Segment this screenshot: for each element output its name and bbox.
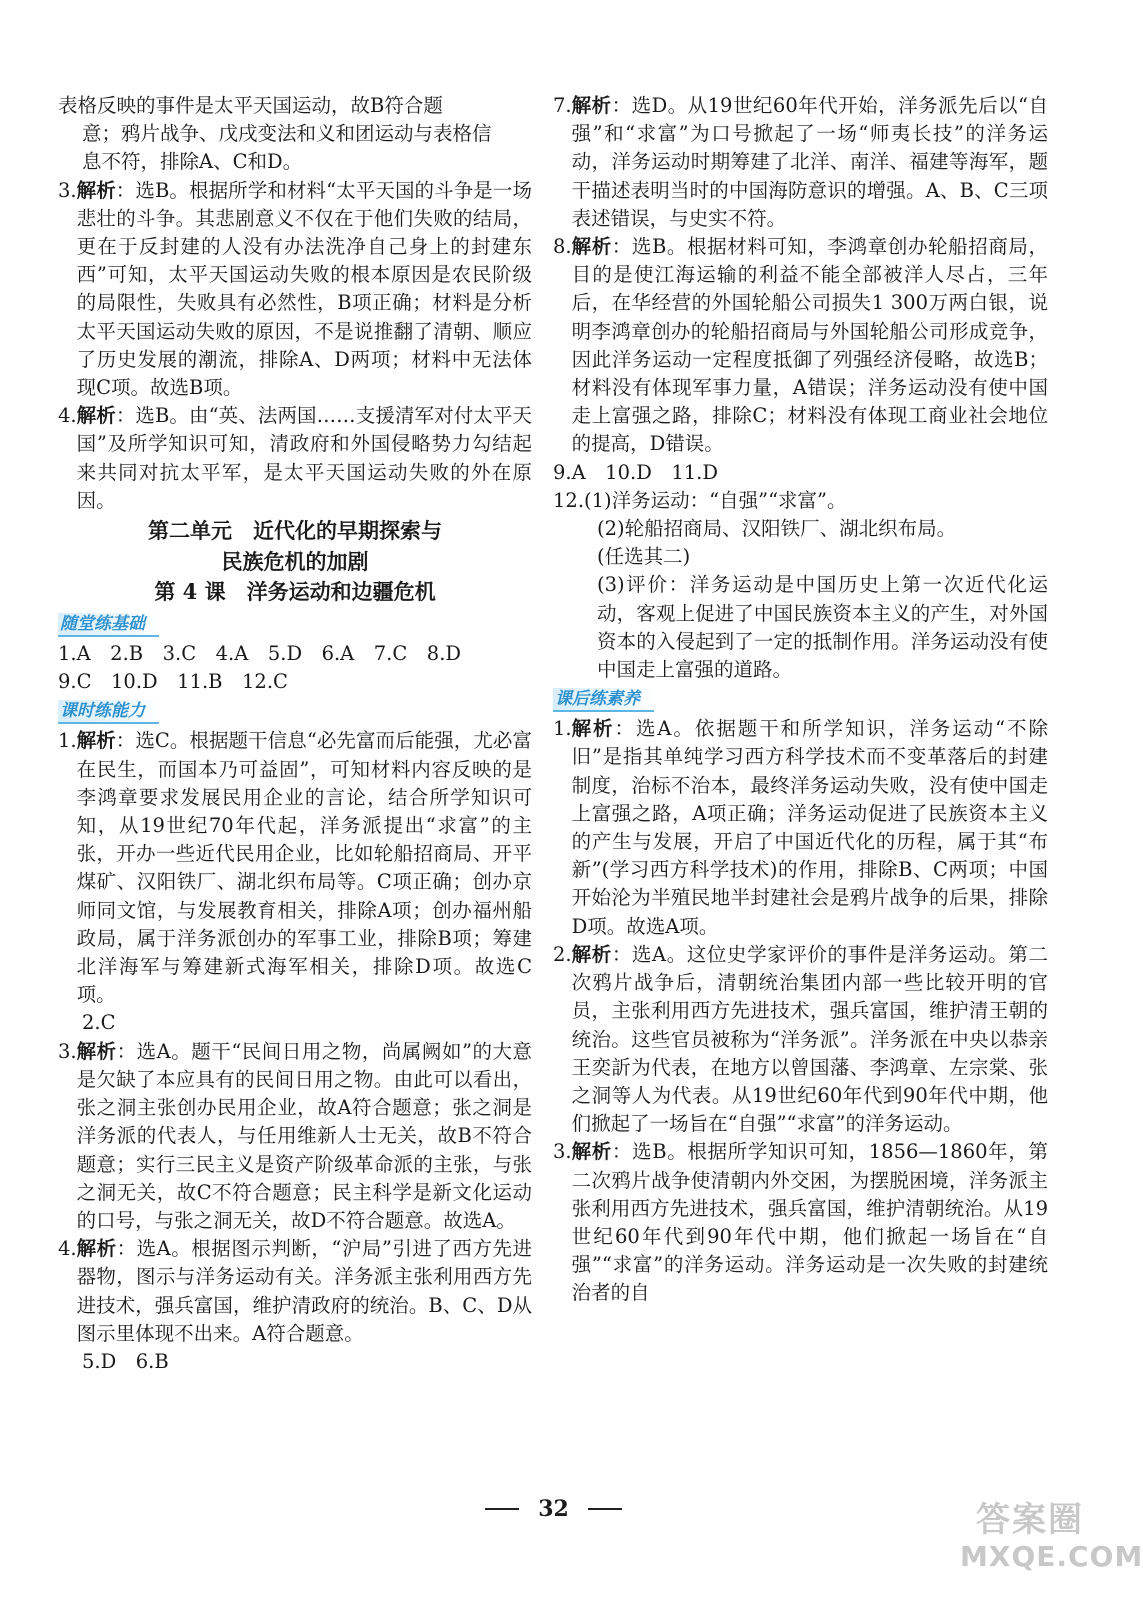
answer-12-part-2-note: (任选其二) bbox=[597, 545, 691, 569]
analysis-label: 解析 bbox=[76, 729, 116, 753]
left-column bbox=[58, 92, 532, 1376]
answer-key-line: 9.A 10.D 11.D bbox=[553, 460, 718, 484]
analysis-label: 解析 bbox=[571, 717, 615, 741]
answer-item-3b bbox=[58, 1038, 532, 1235]
answer-item-8 bbox=[553, 233, 1048, 459]
analysis-text: ：选B。根据所学和材料“太平天国的斗争是一场悲壮的斗争。其悲剧意义不仅在于他们失败的结局，更在于反封建的人没有办法洗净自己身上的封建东西”可知，太平天国运动失败的根本原因是农民阶级的局限性，失败具有必然性，B项正确；材料是分析太平天国运动失败的原因，不是说推翻了清朝、顺应了历史发展的潮流，排除A、D两项；材料中无法体现C项。故选B项。 bbox=[76, 178, 532, 400]
watermark-text: 答案圈 bbox=[976, 1500, 1084, 1540]
item-number: 3. bbox=[553, 1140, 572, 1164]
answer-item-h1 bbox=[553, 715, 1048, 941]
answer-item-1 bbox=[58, 727, 532, 1009]
analysis-label: 解析 bbox=[571, 94, 612, 117]
item-number: 1. bbox=[553, 717, 572, 741]
lesson-title: 第 4 课 洋务运动和边疆危机 bbox=[154, 579, 436, 605]
page-number: 32 bbox=[538, 1496, 569, 1522]
answer-key-line: 9.C 10.D 11.B 12.C bbox=[58, 670, 288, 694]
watermark-logo bbox=[960, 1500, 1143, 1574]
footer-rule-left bbox=[485, 1508, 519, 1510]
answer-item-3 bbox=[58, 177, 532, 403]
unit-title: 第二单元 近代化的早期探索与 bbox=[148, 518, 442, 544]
answer-item-7 bbox=[553, 92, 1048, 233]
paragraph-line: 息不符，排除A、C和D。 bbox=[82, 150, 303, 174]
analysis-label: 解析 bbox=[76, 178, 116, 202]
analysis-label: 解析 bbox=[571, 235, 612, 259]
item-number: 3. bbox=[58, 1039, 77, 1063]
answer-key-line: 2.C bbox=[82, 1011, 116, 1035]
paragraph-line: 意；鸦片战争、戊戌变法和义和团运动与表格信 bbox=[82, 122, 492, 146]
item-number: 12. bbox=[553, 488, 585, 512]
answer-12-part-1: (1)洋务运动：“自强”“求富”。 bbox=[584, 488, 847, 512]
answer-item-h2 bbox=[553, 941, 1048, 1138]
watermark-url: MXQE.COM bbox=[960, 1540, 1143, 1573]
answer-12-part-2: (2)轮船招商局、汉阳铁厂、湖北织布局。 bbox=[597, 517, 957, 541]
answer-key-line: 5.D 6.B bbox=[82, 1349, 169, 1373]
footer-rule-right bbox=[588, 1508, 622, 1510]
item-number: 4. bbox=[58, 404, 77, 428]
paragraph-line: 表格反映的事件是太平天国运动，故B符合题 bbox=[58, 94, 443, 117]
analysis-text: ：选A。依据题干和所学知识，洋务运动“不除旧”是指其单纯学习西方科学技术而不变革落后的封建制度，治标不治本，最终洋务运动失败，没有使中国走上富强之路，A项正确；洋务运动促进了民族资本主义的产生与发展，开启了中国近代化的历程，属于其“布新”(学习西方科学技术)的作用，排除B、C两项；中国开始沦为半殖民地半封建社会是鸦片战争的后果，排除D项。故选A项。 bbox=[571, 717, 1048, 938]
item-number: 1. bbox=[58, 729, 77, 753]
analysis-text: ：选C。根据题干信息“必先富而后能强，尤必富在民生，而国本乃可益固”，可知材料内容反映的是李鸿章要求发展民用企业的言论，结合所学知识可知，从19世纪70年代起，洋务派提出“求富”的主张，开办一些近代民用企业，比如轮船招商局、开平煤矿、汉阳铁厂、湖北织布局等。C项正确；创办京师同文馆，与发展教育相关，排除A项；创办福州船政局，属于洋务派创办的军事工业，排除B项；筹建北洋海军与筹建新式海军相关，排除D项。故选C项。 bbox=[76, 729, 532, 1007]
right-column bbox=[553, 92, 1048, 1308]
answer-12-part-3: (3)评价：洋务运动是中国历史上第一次近代化运动，客观上促进了中国民族资本主义的产生，对外国资本的入侵起到了一定的抵制作用。洋务运动没有使中国走上富强的道路。 bbox=[597, 573, 1048, 682]
unit-subtitle: 民族危机的加剧 bbox=[221, 549, 369, 575]
answer-key-line: 1.A 2.B 3.C 4.A 5.D 6.A 7.C 8.D bbox=[58, 642, 462, 666]
section-header-ability: 课时练能力 bbox=[58, 700, 159, 724]
analysis-label: 解析 bbox=[571, 1140, 612, 1164]
section-header-literacy: 课后练素养 bbox=[553, 688, 654, 712]
section-header-basics: 随堂练基础 bbox=[58, 613, 159, 637]
answer-item-4b bbox=[58, 1235, 532, 1348]
analysis-label: 解析 bbox=[76, 1237, 117, 1261]
analysis-text: ：选B。根据材料可知，李鸿章创办轮船招商局，目的是使江海运输的利益不能全部被洋人尽占，三年后，在华经营的外国轮船公司损失1 300万两白银，说明李鸿章创办的轮船招商局与外国轮船公司形成竞争，因此洋务运动一定程度抵御了列强经济侵略，故选B；材料没有体现军事力量，A错误；洋务运动没有使中国走上富强之路，排除C；材料没有体现工商业社会地位的提高，D错误。 bbox=[571, 235, 1048, 456]
analysis-label: 解析 bbox=[571, 942, 612, 966]
analysis-label: 解析 bbox=[76, 404, 116, 428]
item-number: 3. bbox=[58, 178, 77, 202]
analysis-text: ：选B。由“英、法两国……支援清军对付太平天国”及所学知识可知，清政府和外国侵略势力勾结起来共同对抗太平军，是太平天国运动失败的外在原因。 bbox=[76, 404, 532, 512]
analysis-label: 解析 bbox=[76, 1039, 117, 1063]
page-footer bbox=[0, 1496, 1107, 1522]
item-number: 4. bbox=[58, 1237, 77, 1261]
analysis-text: ：选A。根据图示判断，“沪局”引进了西方先进器物，图示与洋务运动有关。洋务派主张利用西方先进技术，强兵富国，维护清政府的统治。B、C、D从图示里体现不出来。A符合题意。 bbox=[76, 1237, 532, 1345]
analysis-text: ：选A。题干“民间日用之物，尚属阙如”的大意是欠缺了本应具有的民间日用之物。由此可以看出，张之洞主张创办民用企业，故A符合题意；张之洞是洋务派的代表人，与任用维新人士无关，故B不符合题意；实行三民主义是资产阶级革命派的主张，与张之洞无关，故C不符合题意；民主科学是新文化运动的口号，与张之洞无关，故D不符合题意。故选A。 bbox=[76, 1039, 532, 1232]
item-number: 7. bbox=[553, 94, 572, 117]
answer-item-h3 bbox=[553, 1138, 1048, 1307]
item-number: 2. bbox=[553, 942, 572, 966]
item-number: 8. bbox=[553, 235, 572, 259]
analysis-text: ：选B。根据所学知识可知，1856—1860年，第二次鸦片战争使清朝内外交困，为摆脱困境，洋务派主张利用西方先进技术，强兵富国，维护清朝统治。从19世纪60年代到90年代中期，他们掀起一场旨在“自强”“求富”的洋务运动。洋务运动是一次失败的封建统治者的自 bbox=[571, 1140, 1048, 1305]
analysis-text: ：选D。从19世纪60年代开始，洋务派先后以“自强”和“求富”为口号掀起了一场“师夷长技”的洋务运动，洋务运动时期筹建了北洋、南洋、福建等海军，题干描述表明当时的中国海防意识的增强。A、B、C三项表述错误，与史实不符。 bbox=[571, 94, 1048, 230]
answer-item-4 bbox=[58, 402, 532, 515]
analysis-text: ：选A。这位史学家评价的事件是洋务运动。第二次鸦片战争后，清朝统治集团内部一些比较开明的官员，主张利用西方先进技术，强兵富国，维护清王朝的统治。这些官员被称为“洋务派”。洋务派在中央以恭亲王奕訢为代表，在地方以曾国藩、李鸿章、左宗棠、张之洞等人为代表。从19世纪60年代到90年代中期，他们掀起了一场旨在“自强”“求富”的洋务运动。 bbox=[571, 942, 1048, 1136]
answer-item-12 bbox=[553, 487, 1048, 515]
